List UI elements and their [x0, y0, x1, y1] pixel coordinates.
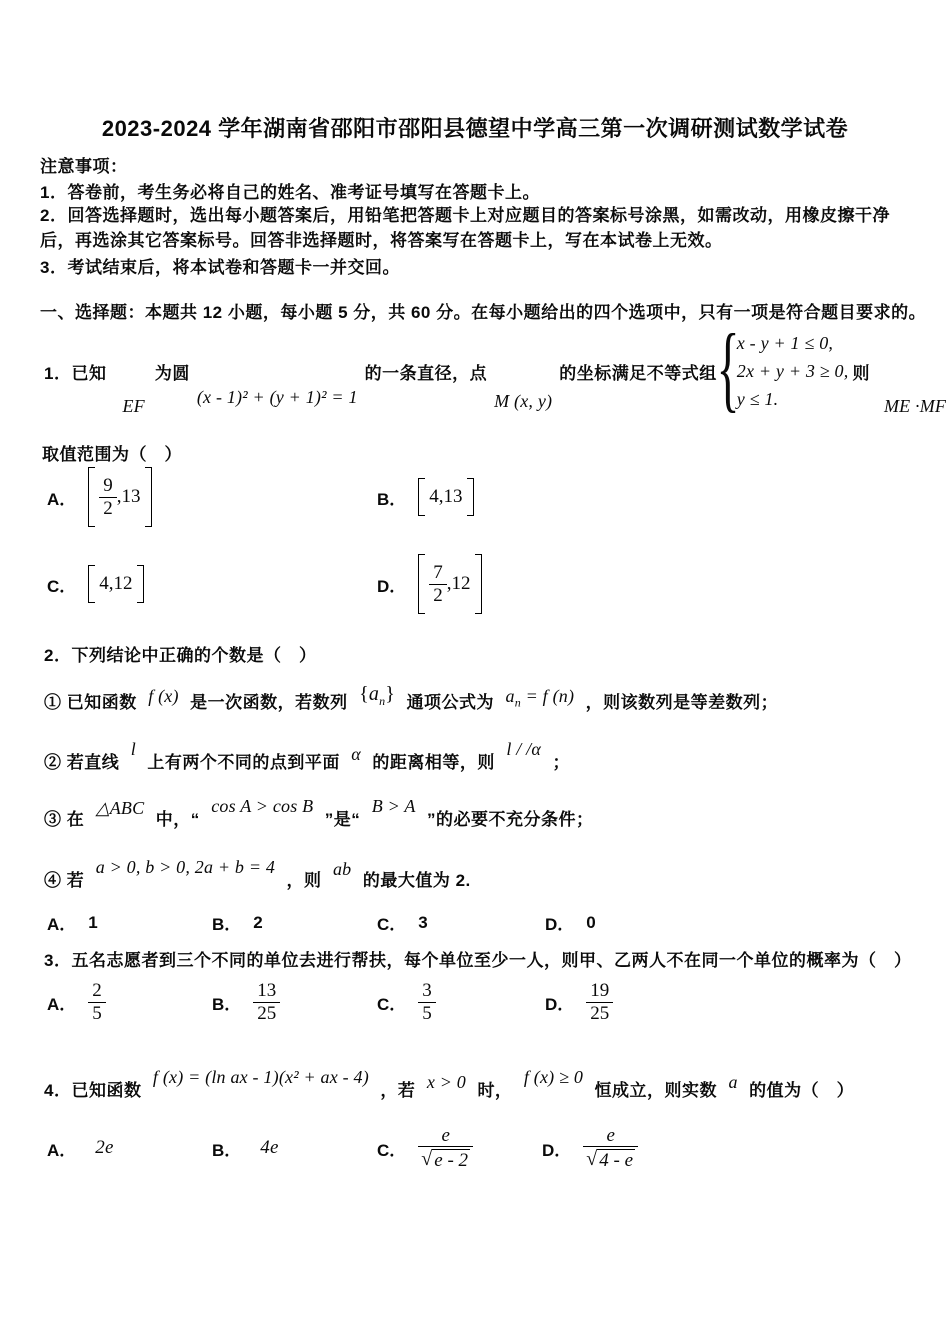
q4-math-x-gt-0: x > 0	[426, 1072, 466, 1092]
fraction-denominator: 2	[429, 584, 447, 607]
fraction-numerator: 2	[92, 979, 102, 1001]
q3-option-d	[545, 980, 613, 1025]
q1-option-a-label: A．	[47, 489, 77, 509]
q1-option-d-rest: ,12	[446, 573, 471, 594]
q2-statement-2	[44, 739, 570, 773]
q1-option-d-value	[418, 554, 481, 614]
q1-option-b	[377, 478, 474, 516]
q1-inequality-system	[716, 314, 849, 421]
q4-option-c	[377, 1125, 542, 1172]
section-heading: 一、选择题：本题共 12 小题，每小题 5 分，共 60 分。在每小题给出的四个选项中，只有一项是符合题目要求的。	[40, 303, 927, 322]
q2-s3-text-2: 中，“	[155, 810, 200, 829]
q1-math-circle-equation: (x - 1)² + (y + 1)² = 1	[196, 386, 358, 407]
q4-option-d	[542, 1125, 638, 1172]
q1-inequality-lines	[737, 333, 849, 410]
q2-s1-text-4: ，则该数列是等差数列；	[585, 693, 779, 712]
fraction-denominator: 25	[586, 1002, 613, 1025]
q1-option-a-fraction	[99, 475, 117, 520]
q3-options-row	[47, 973, 613, 1031]
q4-text-5: 的值为（ ）	[749, 1081, 855, 1100]
q1-option-a	[47, 467, 377, 527]
q1-option-d-label: D．	[377, 576, 407, 596]
q1-math-me-mf: ME ·MF	[883, 395, 947, 416]
q2-option-c-value: 3	[418, 912, 429, 932]
q1-option-a-rest: ,13	[116, 486, 141, 507]
q2-option-a-label: A．	[47, 915, 77, 934]
question-4-stem	[44, 1067, 855, 1101]
q2-s1-math-an-fn: $a_n = f$ (n)	[505, 686, 575, 710]
q1-inequality-3: y ≤ 1.	[736, 388, 779, 409]
q2-s4-math-ab: ab	[332, 859, 352, 879]
q2-s1-text-2: 是一次函数，若数列	[190, 693, 348, 712]
left-bracket-icon	[418, 554, 425, 614]
question-3-stem: 3．五名志愿者到三个不同的单位去进行帮扶，每个单位至少一人，则甲、乙两人不在同一个单位的概率为（ ）	[44, 951, 912, 970]
q2-s1-math-sequence: $\{a_n\}$	[359, 683, 396, 708]
q3-option-a	[47, 980, 212, 1025]
page-title: 2023-2024 学年湖南省邵阳市邵阳县德望中学高三第一次调研测试数学试卷	[101, 116, 849, 141]
q1-text-1: 1．已知	[44, 363, 107, 383]
right-bracket-icon	[467, 478, 474, 516]
q1-option-c-label: C．	[47, 576, 77, 596]
notice-item-1: 1．答卷前，考生务必将自己的姓名、准考证号填写在答题卡上。	[40, 183, 540, 202]
q3-option-c-label: C．	[377, 994, 407, 1014]
q3-option-d-label: D．	[545, 994, 575, 1014]
q1-text-3: 的一条直径，点	[364, 363, 488, 383]
q4-text-4: 恒成立，则实数	[594, 1081, 718, 1100]
q2-s3-math-cos-inequality: cos A > cos B	[211, 796, 314, 816]
q4-option-d-fraction	[583, 1125, 638, 1172]
q2-option-a	[47, 910, 212, 935]
q3-option-b-fraction	[253, 980, 280, 1025]
sqrt-icon: √	[586, 1148, 598, 1171]
q4-option-c-label: C．	[377, 1140, 407, 1160]
q2-option-c-label: C．	[377, 915, 407, 934]
notice-item-2: 2．回答选择题时，选出每小题答案后，用铅笔把答题卡上对应题目的答案标号涂黑，如需改动，用橡皮擦干净后，再选涂其它答案标号。回答非选择题时，将答案写在答题卡上，写在本试卷上无效。	[40, 206, 890, 250]
fraction-denominator: 5	[88, 1002, 106, 1025]
right-bracket-icon	[145, 467, 152, 527]
fraction-denominator: 5	[418, 1002, 436, 1025]
q2-s3-text-4: ”的必要不充分条件；	[426, 810, 594, 829]
q3-option-c-fraction	[418, 980, 436, 1025]
q4-text-1: 4．已知函数	[44, 1081, 142, 1100]
q2-s2-text-1: ② 若直线	[44, 753, 120, 772]
fraction-denominator: 2	[99, 497, 117, 520]
notice-item-3: 3．考试结束后，将本试卷和答题卡一并交回。	[40, 258, 400, 277]
q4-option-b-label: B．	[212, 1140, 242, 1160]
q4-option-a	[47, 1136, 212, 1161]
right-bracket-icon	[137, 565, 144, 603]
q2-option-d-value: 0	[586, 912, 597, 932]
q1-range-line: 取值范围为（ ）	[42, 445, 182, 464]
q1-option-b-interval: 4,13	[429, 486, 463, 507]
q2-option-b	[212, 910, 377, 935]
q2-s2-text-4: ；	[552, 753, 570, 772]
fraction-numerator: 9	[103, 474, 113, 496]
q2-option-a-value: 1	[88, 912, 99, 932]
q3-option-b	[212, 980, 377, 1025]
q3-option-d-fraction	[586, 980, 613, 1025]
q4-option-c-fraction	[418, 1125, 473, 1172]
q2-s1-text-3: 通项公式为	[406, 693, 495, 712]
q2-statement-3	[44, 796, 594, 830]
q4-option-b	[212, 1136, 377, 1161]
q4-text-2: ，若	[380, 1081, 416, 1100]
q4-option-b-value: 4e	[260, 1137, 279, 1158]
q4-option-a-value: 2e	[95, 1137, 114, 1158]
q1-text-4: 的坐标满足不等式组	[559, 363, 717, 383]
q2-s3-text-1: ③ 在	[44, 810, 85, 829]
q2-option-b-label: B．	[212, 915, 242, 934]
q2-options-row	[47, 910, 596, 935]
q2-s2-math-line-l: l	[130, 739, 136, 759]
left-bracket-icon	[88, 467, 95, 527]
q1-option-c-interval: 4,12	[99, 573, 133, 594]
q2-s3-text-3: ”是“	[324, 810, 361, 829]
left-bracket-icon	[88, 565, 95, 603]
right-bracket-icon	[475, 554, 482, 614]
q2-statement-1	[44, 683, 779, 717]
q4-math-function: f (x) = (ln ax - 1)(x² + ax - 4)	[152, 1067, 369, 1087]
fraction-denominator	[418, 1146, 473, 1171]
q1-option-c-value	[88, 565, 143, 603]
q2-option-c	[377, 910, 545, 935]
q1-options-row-1	[47, 466, 474, 528]
fraction-numerator: 13	[257, 979, 277, 1001]
fraction-denominator	[583, 1146, 638, 1171]
q3-option-c	[377, 980, 545, 1025]
q2-s4-text-2: ，则	[286, 871, 322, 890]
q2-s3-math-triangle-abc: △ABC	[95, 798, 145, 818]
q1-inequality-2: 2x + y + 3 ≥ 0,	[736, 360, 849, 381]
fraction-numerator: e	[606, 1124, 615, 1146]
q4-options-row	[47, 1120, 638, 1176]
q2-option-d-label: D．	[545, 915, 575, 934]
q1-option-d	[377, 554, 482, 614]
fraction-numerator: 7	[433, 561, 443, 583]
q1-option-d-fraction	[429, 562, 447, 607]
notice-heading: 注意事项：	[40, 157, 128, 176]
q2-s2-math-l-parallel-alpha: l / /α	[506, 739, 542, 759]
left-bracket-icon	[418, 478, 425, 516]
q2-s1-math-fx: f (x)	[148, 686, 179, 706]
q1-math-ef: EF	[122, 395, 145, 416]
q2-s3-math-b-gt-a: B > A	[371, 796, 416, 816]
q1-options-row-2	[47, 553, 482, 615]
q2-s2-text-2: 上有两个不同的点到平面	[147, 753, 340, 772]
left-curly-brace-icon: {	[716, 314, 740, 421]
fraction-numerator: 3	[422, 979, 432, 1001]
q1-inequality-1: x - y + 1 ≤ 0,	[736, 332, 834, 353]
q2-s2-math-alpha: α	[351, 744, 361, 764]
q4-option-a-label: A．	[47, 1140, 77, 1160]
q4-math-fx-ge-0: f (x) ≥ 0	[523, 1067, 584, 1087]
q4-option-d-label: D．	[542, 1140, 572, 1160]
q2-s4-text-1: ④ 若	[44, 871, 85, 890]
q2-option-d	[545, 910, 596, 935]
q1-option-b-label: B．	[377, 489, 407, 509]
q1-text-5: 则	[852, 363, 870, 383]
q2-statement-4	[44, 857, 471, 891]
question-2-stem: 2．下列结论中正确的个数是（ ）	[44, 646, 317, 665]
fraction-denominator: 25	[253, 1002, 280, 1025]
fraction-numerator: e	[441, 1124, 450, 1146]
q4-text-3: 时，	[477, 1081, 513, 1100]
q1-option-a-value	[88, 467, 151, 527]
question-1-stem	[44, 314, 950, 421]
q3-option-b-label: B．	[212, 994, 242, 1014]
q1-text-2: 为圆	[154, 363, 190, 383]
sqrt-icon: √	[421, 1148, 433, 1171]
q2-s2-text-3: 的距离相等，则	[372, 753, 495, 772]
q1-math-point-m: M (x, y)	[494, 390, 553, 411]
radicand: 4 - e	[599, 1149, 634, 1171]
q1-option-c	[47, 565, 377, 603]
q2-s1-text-1: ① 已知函数	[44, 693, 137, 712]
q4-math-a: a	[728, 1072, 738, 1092]
q2-s4-text-3: 的最大值为 2.	[362, 871, 471, 890]
q2-option-b-value: 2	[253, 912, 264, 932]
q3-option-a-fraction	[88, 980, 106, 1025]
radicand: e - 2	[434, 1149, 469, 1171]
q1-option-b-value	[418, 478, 473, 516]
fraction-numerator: 19	[590, 979, 610, 1001]
q3-option-a-label: A．	[47, 994, 77, 1014]
q2-s4-math-condition: a > 0, b > 0, 2a + b = 4	[95, 857, 276, 877]
